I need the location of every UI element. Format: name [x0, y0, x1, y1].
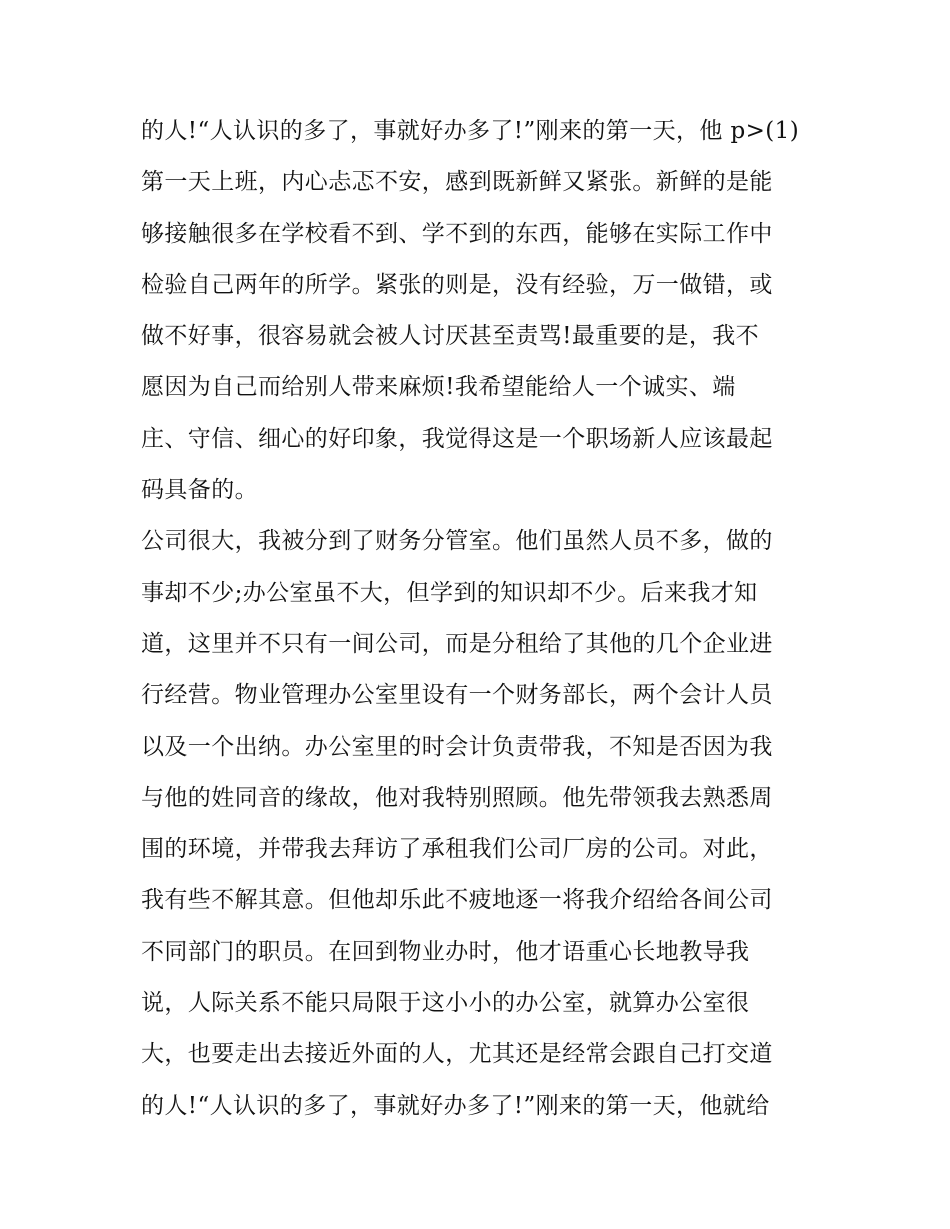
text-line-5: 做不好事，很容易就会被人讨厌甚至责骂!最重要的是，我不 — [141, 323, 760, 350]
text-line-9: 公司很大，我被分到了财务分管室。他们虽然人员不多，做的 — [141, 528, 773, 555]
text-line-3: 够接触很多在学校看不到、学不到的东西，能够在实际工作中 — [141, 220, 773, 247]
body-text — [141, 106, 821, 1132]
text-line-16: 我有些不解其意。但他却乐此不疲地逐一将我介绍给各间公司 — [141, 887, 773, 914]
text-line-1: 的人!“人认识的多了，事就好办多了!”刚来的第一天，他 p>(1) — [141, 118, 800, 144]
text-line-8: 码具备的。 — [141, 477, 258, 504]
text-line-2: 第一天上班，内心忐忑不安，感到既新鲜又紧张。新鲜的是能 — [141, 169, 773, 196]
text-line-20: 的人!“人认识的多了，事就好办多了!”刚来的第一天，他就给 — [141, 1092, 770, 1119]
text-line-7: 庄、守信、细心的好印象，我觉得这是一个职场新人应该最起 — [141, 425, 773, 452]
text-line-4: 检验自己两年的所学。紧张的则是，没有经验，万一做错，或 — [141, 271, 773, 298]
text-line-11: 道，这里并不只有一间公司，而是分租给了其他的几个企业进 — [141, 630, 773, 657]
text-line-15: 围的环境，并带我去拜访了承租我们公司厂房的公司。对此， — [141, 836, 773, 863]
text-line-6: 愿因为自己而给别人带来麻烦!我希望能给人一个诚实、端 — [141, 374, 736, 401]
text-line-10: 事却不少;办公室虽不大，但学到的知识却不少。后来我才知 — [141, 579, 758, 606]
text-line-19: 大，也要走出去接近外面的人，尤其还是经常会跟自己打交道 — [141, 1041, 773, 1068]
text-line-12: 行经营。物业管理办公室里设有一个财务部长，两个会计人员 — [141, 682, 773, 709]
text-line-13: 以及一个出纳。办公室里的时会计负责带我，不知是否因为我 — [141, 733, 773, 760]
text-line-14: 与他的姓同音的缘故，他对我特别照顾。他先带领我去熟悉周 — [141, 784, 773, 811]
text-line-17: 不同部门的职员。在回到物业办时，他才语重心长地教导我 — [141, 938, 750, 965]
text-line-18: 说，人际关系不能只局限于这小小的办公室，就算办公室很 — [141, 990, 750, 1017]
